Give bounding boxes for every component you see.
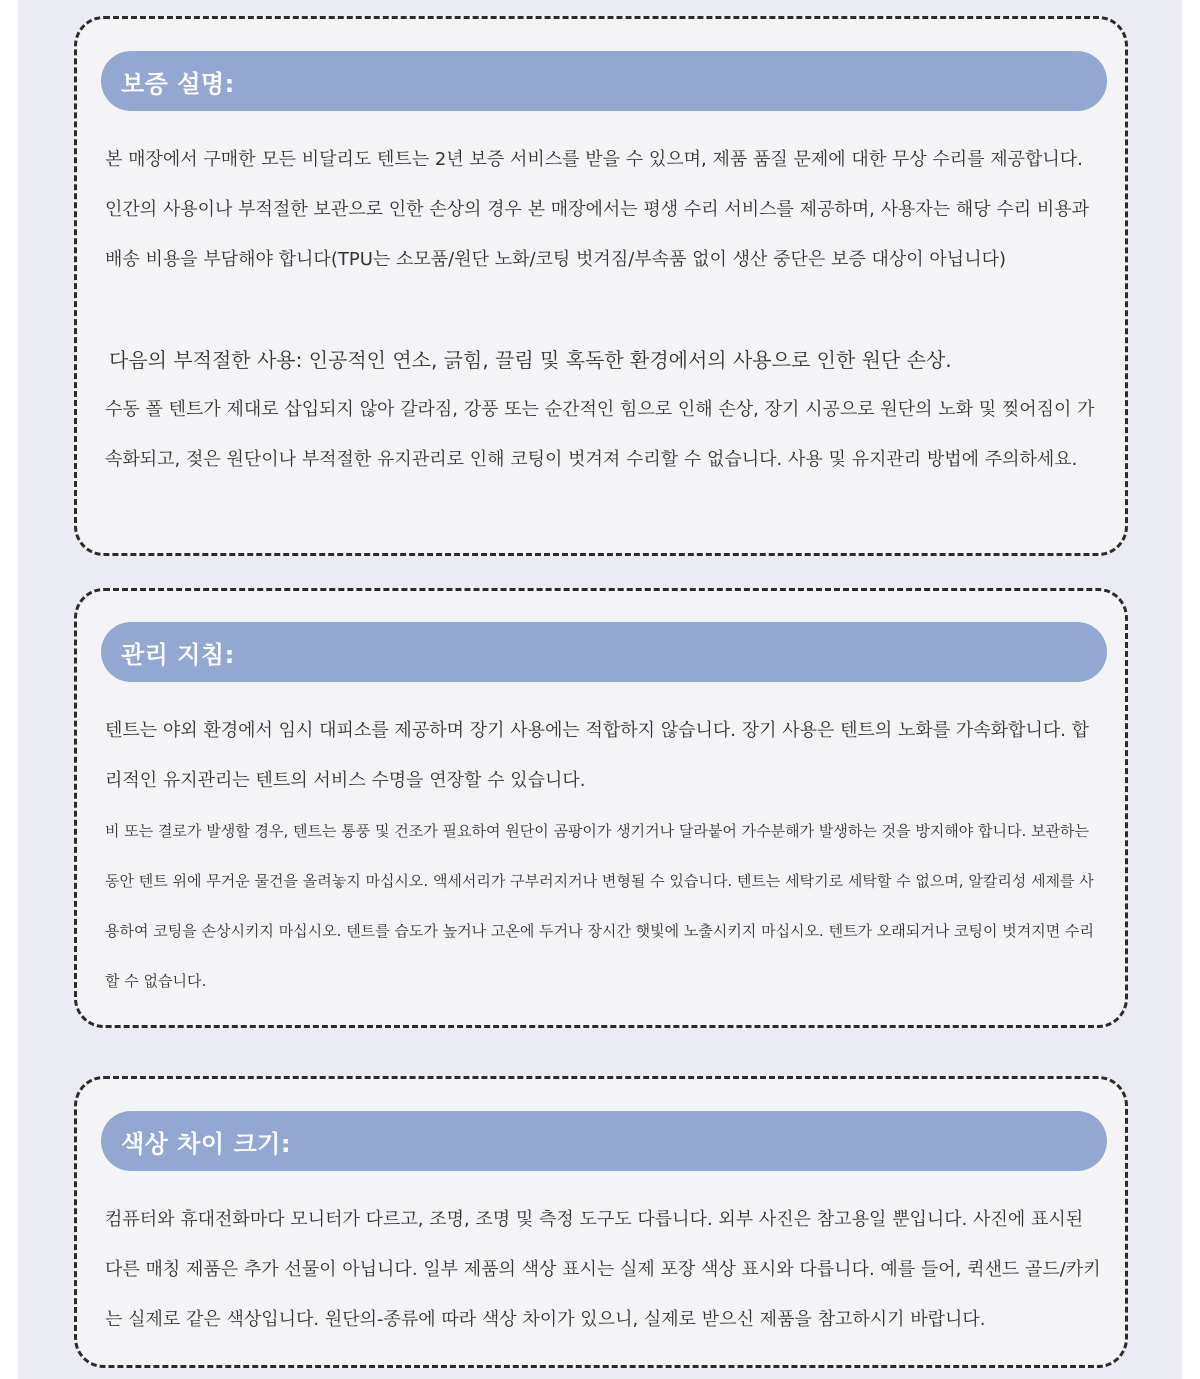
color-card [74, 1076, 1128, 1368]
warranty-paragraph-3: 수동 폴 텐트가 제대로 삽입되지 않아 갈라짐, 강풍 또는 순간적인 힘으로 인해 손상, 장기 시공으로 원단의 노화 및 찢어짐이 가속화되고, 젖은 원단이나 부적절한 유지관리로 인해 코팅이 벗겨져 수리할 수 없습니다. 사용 및 유지관리 방법에 주의하세요. [105, 399, 1095, 470]
care-title: 관리 지침: [121, 640, 235, 669]
color-paragraph-1: 컴퓨터와 휴대전화마다 모니터가 다르고, 조명, 조명 및 측정 도구도 다릅니다. 외부 사진은 참고용일 뿐입니다. 사진에 표시된 다른 매칭 제품은 추가 선물이 아닙니다. 일부 제품의 색상 표시는 실제 포장 색상 표시와 다릅니다. 예를 들어, 퀵샌드 골드/카키는 실제로 같은 색상입니다. 원단의-종류에 따라 색상 차이가 있으니, 실제로 받으신 제품을 참고하시기 바랍니다. [105, 1209, 1101, 1330]
care-paragraph-1: 텐트는 야외 환경에서 임시 대피소를 제공하며 장기 사용에는 적합하지 않습니다. 장기 사용은 텐트의 노화를 가속화합니다. 합리적인 유지관리는 텐트의 서비스 수명을 연장할 수 있습니다. [105, 720, 1090, 791]
color-title: 색상 차이 크기: [121, 1129, 291, 1158]
warranty-header [101, 51, 1107, 111]
color-header [101, 1111, 1107, 1171]
warranty-card [74, 16, 1128, 556]
warranty-paragraph-2: 다음의 부적절한 사용: 인공적인 연소, 긁힘, 끌림 및 혹독한 환경에서의 사용으로 인한 원단 손상. [109, 348, 952, 372]
care-header [101, 622, 1107, 682]
care-paragraph-2: 비 또는 결로가 발생할 경우, 텐트는 통풍 및 건조가 필요하여 원단이 곰팡이가 생기거나 달라붙어 가수분해가 발생하는 것을 방지해야 합니다. 보관하는 동안 텐트 위에 무거운 물건을 올려놓지 마십시오. 액세서리가 구부러지거나 변형될 수 있습니다. 텐트는 세탁기로 세탁할 수 없으며, 알칼리성 세제를 사용하여 코팅을 손상시키지 마십시오. 텐트를 습도가 높거나 고온에 두거나 장시간 햇빛에 노출시키지 마십시오. 텐트가 오래되거나 코팅이 벗겨지면 수리할 수 없습니다. [105, 822, 1094, 990]
care-card [74, 588, 1128, 1028]
warranty-title: 보증 설명: [121, 69, 235, 98]
warranty-paragraph-1: 본 매장에서 구매한 모든 비달리도 텐트는 2년 보증 서비스를 받을 수 있으며, 제품 품질 문제에 대한 무상 수리를 제공합니다. 인간의 사용이나 부적절한 보관으로 인한 손상의 경우 본 매장에서는 평생 수리 서비스를 제공하며, 사용자는 해당 수리 비용과 배송 비용을 부담해야 합니다(TPU는 소모품/원단 노화/코팅 벗겨짐/부속품 없이 생산 중단은 보증 대상이 아닙니다) [105, 149, 1090, 270]
